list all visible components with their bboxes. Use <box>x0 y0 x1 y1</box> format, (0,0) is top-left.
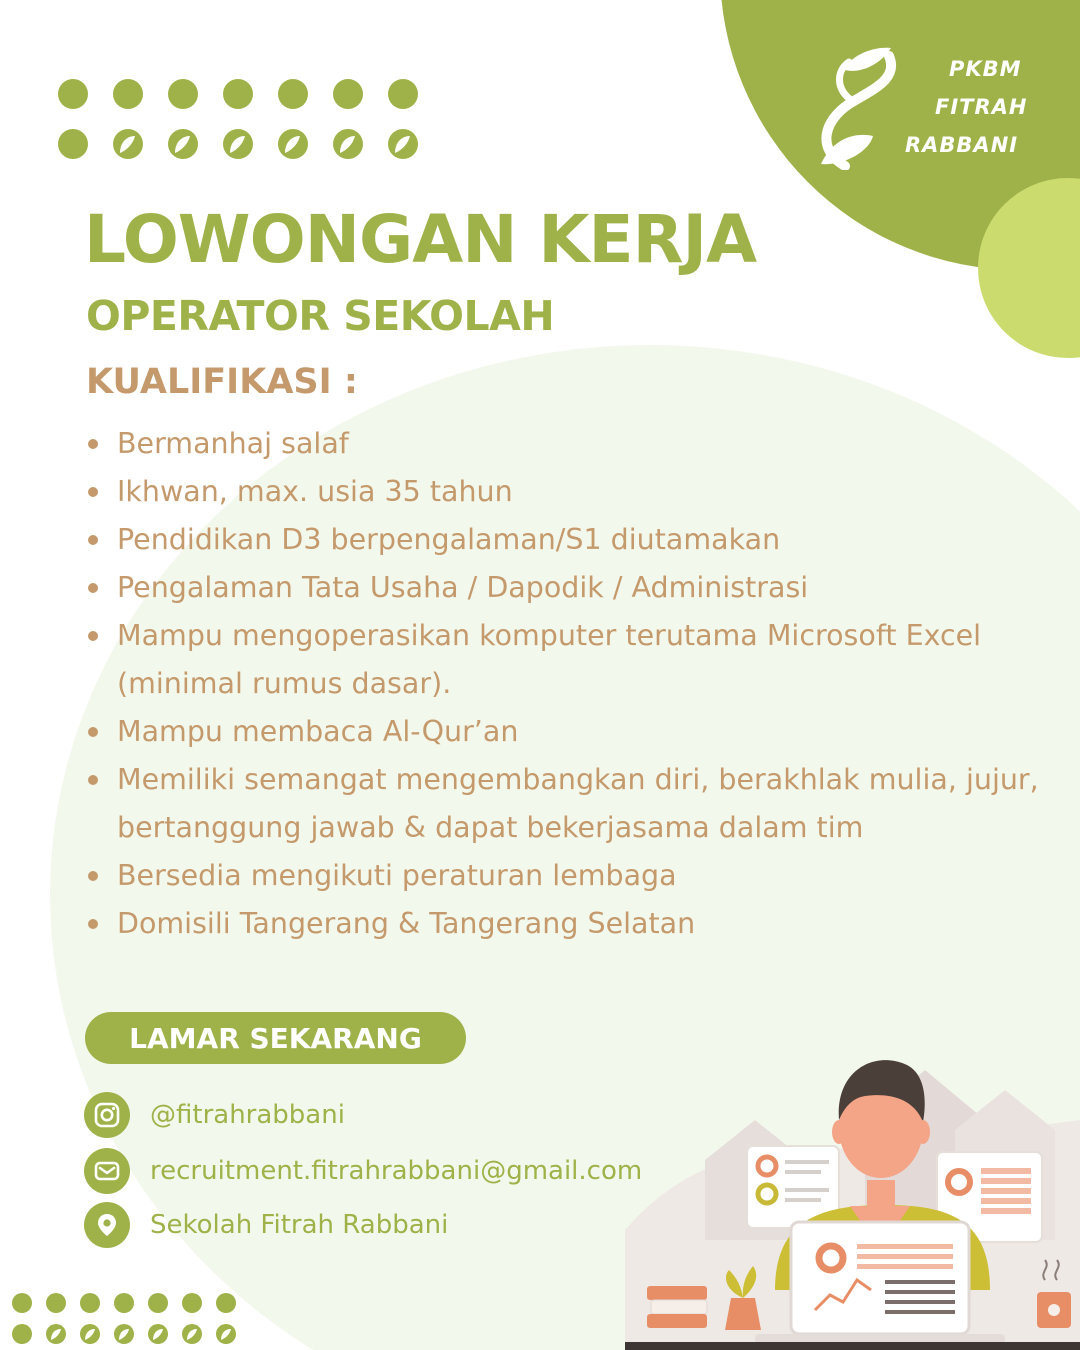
instagram-icon <box>84 1092 130 1138</box>
leaf-ribbon-icon <box>815 40 910 170</box>
list-item: Pengalaman Tata Usaha / Dapodik / Administrasi <box>86 564 1046 612</box>
decorative-dots-top <box>57 78 427 168</box>
decorative-dots-bottom <box>10 1292 250 1347</box>
office-worker-illustration <box>625 1040 1080 1350</box>
list-item: Mampu membaca Al-Qur’an <box>86 708 1046 756</box>
list-item: Ikhwan, max. usia 35 tahun <box>86 468 1046 516</box>
pkbm-logo <box>815 40 1045 170</box>
logo-line-2: FITRAH <box>935 95 1028 119</box>
contact-location[interactable] <box>84 1202 704 1248</box>
logo-line-3: RABBANI <box>905 133 1019 157</box>
apply-now-button[interactable]: LAMAR SEKARANG <box>85 1012 466 1064</box>
qualifications-list <box>86 420 1046 948</box>
logo-line-1: PKBM <box>949 57 1022 81</box>
instagram-handle: @fitrahrabbani <box>150 1100 345 1130</box>
contact-email[interactable] <box>84 1148 704 1194</box>
location-name: Sekolah Fitrah Rabbani <box>150 1210 449 1240</box>
contact-instagram[interactable] <box>84 1092 704 1138</box>
qualifications-heading: KUALIFIKASI : <box>86 362 358 402</box>
list-item: Bersedia mengikuti peraturan lembaga <box>86 852 1046 900</box>
mail-icon <box>84 1148 130 1194</box>
list-item: Mampu mengoperasikan komputer terutama Microsoft Excel (minimal rumus dasar). <box>86 612 1046 708</box>
email-address: recruitment.fitrahrabbani@gmail.com <box>150 1156 643 1186</box>
location-pin-icon <box>84 1202 130 1248</box>
list-item: Pendidikan D3 berpengalaman/S1 diutamakan <box>86 516 1046 564</box>
page-title: LOWONGAN KERJA <box>84 201 757 278</box>
job-position: OPERATOR SEKOLAH <box>86 292 555 340</box>
list-item: Memiliki semangat mengembangkan diri, berakhlak mulia, jujur, bertanggung jawab & dapat bekerjasama dalam tim <box>86 756 1046 852</box>
list-item: Domisili Tangerang & Tangerang Selatan <box>86 900 1046 948</box>
logo-text <box>905 50 1045 164</box>
list-item: Bermanhaj salaf <box>86 420 1046 468</box>
